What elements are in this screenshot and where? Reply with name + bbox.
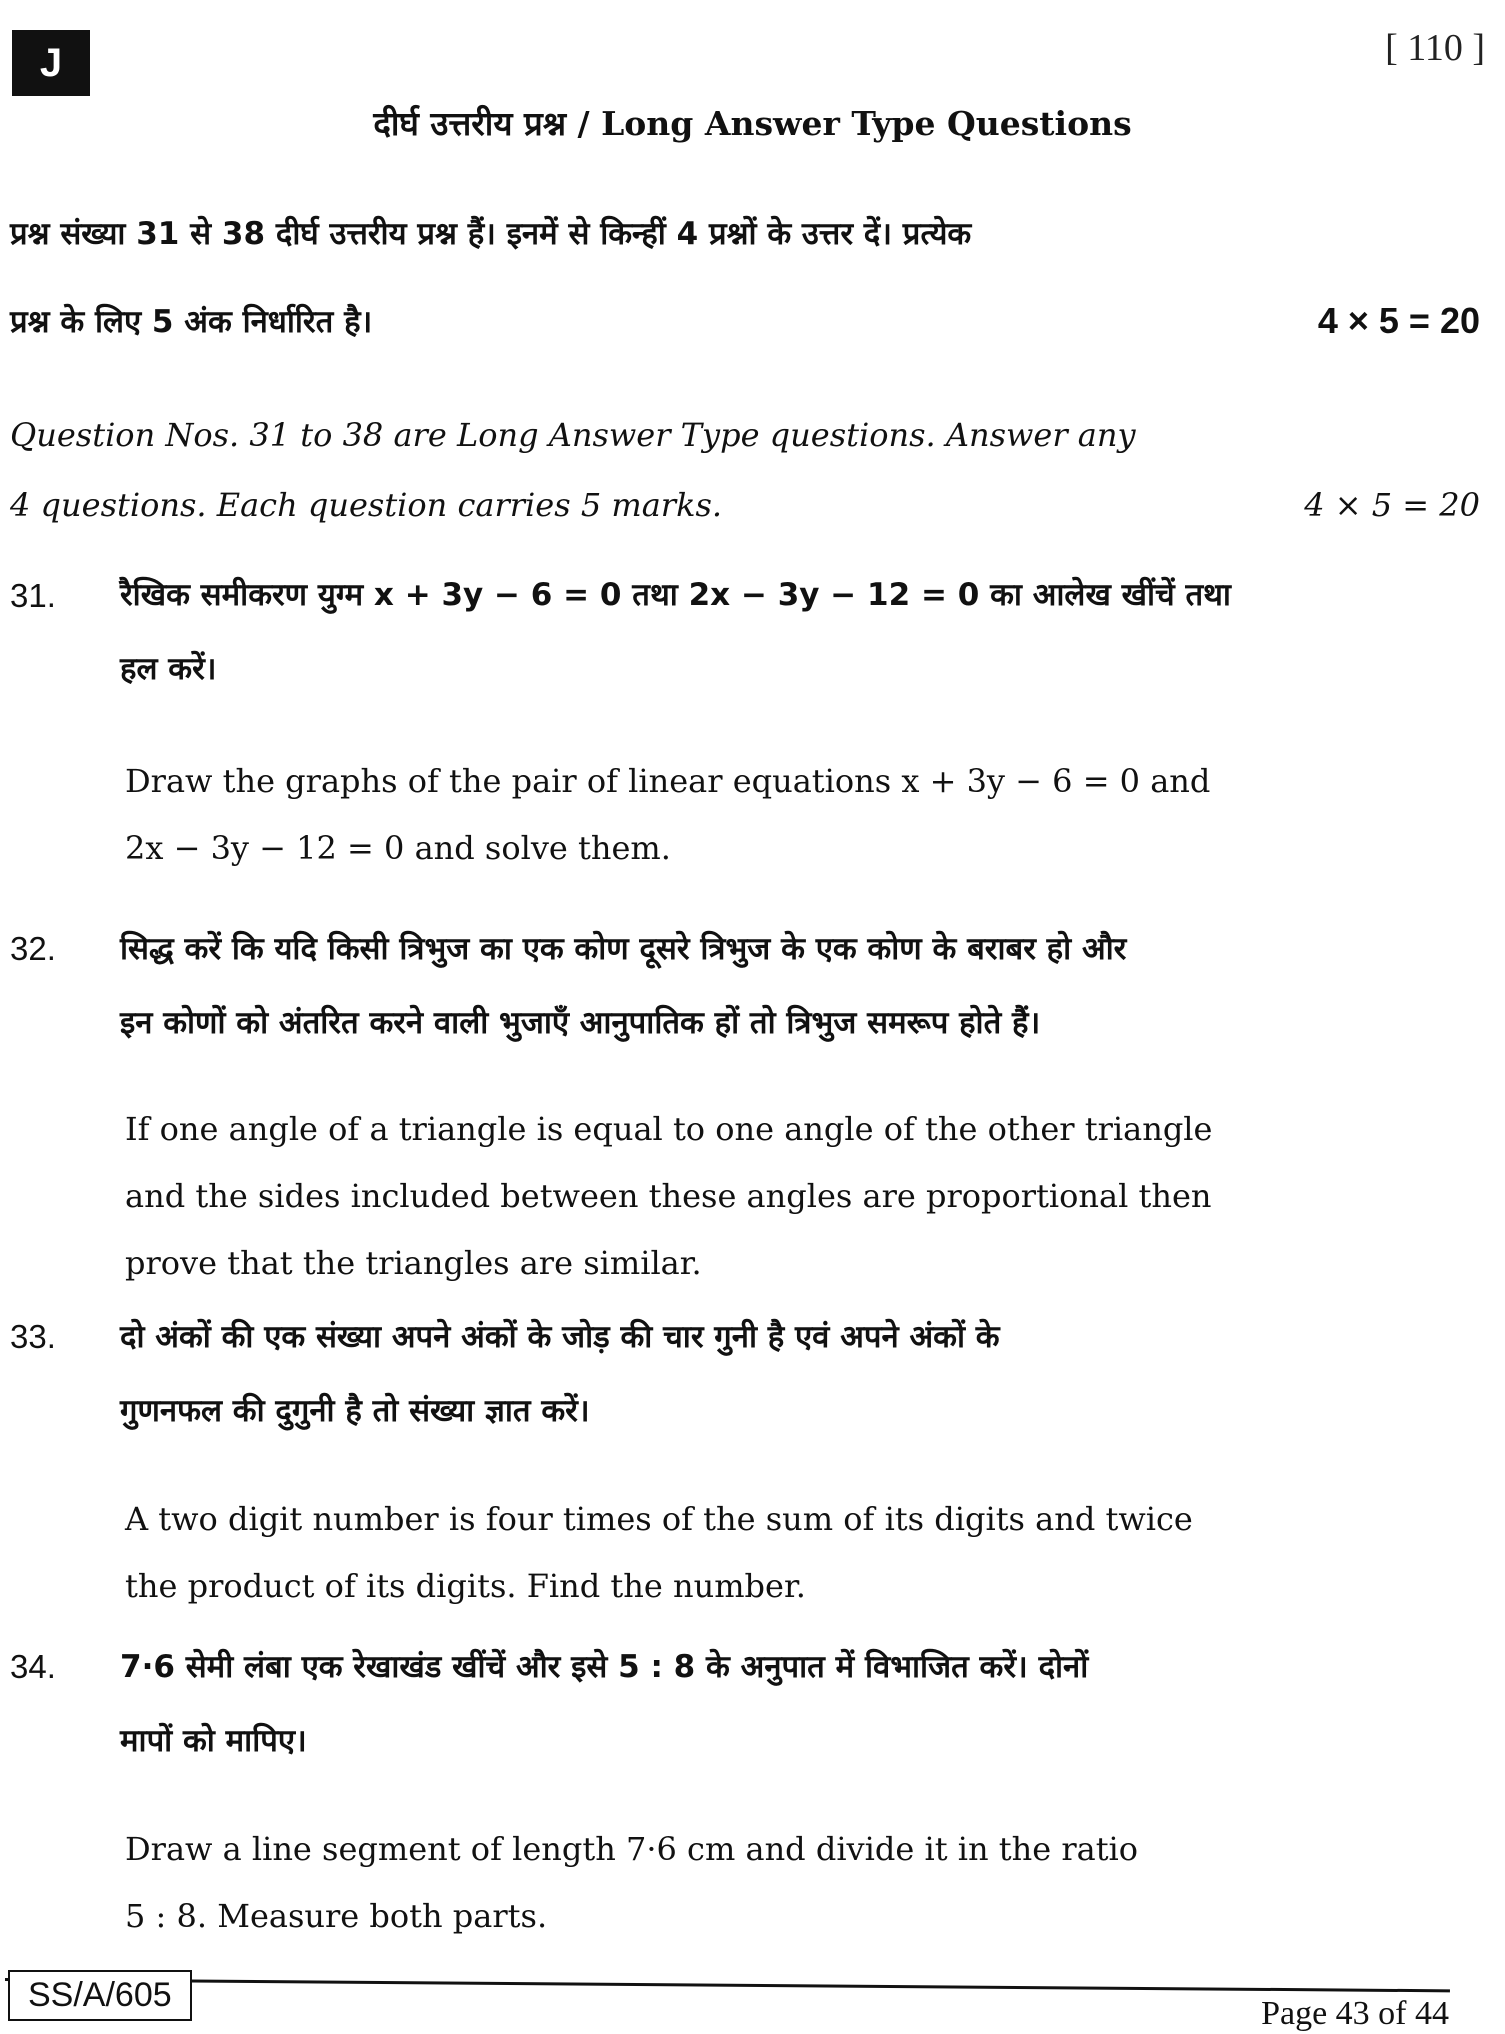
instruction-english-line-2: 4 questions. Each question carries 5 marks. xyxy=(10,486,723,524)
marks-hindi: 4 × 5 = 20 xyxy=(1317,300,1480,341)
question-31-hindi-line-1: रैखिक समीकरण युग्म x + 3y − 6 = 0 तथा 2x − 3y − 12 = 0 का आलेख खींचें तथा xyxy=(120,577,1231,613)
question-number-33: 33. xyxy=(10,1318,56,1355)
question-number-32: 32. xyxy=(10,930,56,967)
question-31-hindi-line-2: हल करें। xyxy=(120,651,217,687)
instruction-hindi-line-2: प्रश्न के लिए 5 अंक निर्धारित है। xyxy=(10,304,373,340)
set-code-badge: J xyxy=(12,30,90,96)
question-34-english-line-2: 5 : 8. Measure both parts. xyxy=(125,1897,548,1935)
question-32-english xyxy=(125,1096,1480,1297)
question-34-hindi-line-2: मापों को मापिए। xyxy=(120,1723,307,1759)
section-title-hindi: दीर्घ उत्तरीय प्रश्न xyxy=(373,104,567,143)
question-32-hindi xyxy=(120,912,1480,1060)
question-34-english-line-1: Draw a line segment of length 7·6 cm and divide it in the ratio xyxy=(125,1830,1139,1868)
section-title-separator: / xyxy=(566,104,602,143)
question-33-hindi-line-1: दो अंकों की एक संख्या अपने अंकों के जोड़ की चार गुनी है एवं अपने अंकों के xyxy=(120,1319,1000,1355)
question-paper-code: [ 110 ] xyxy=(1385,27,1485,69)
question-34-english xyxy=(125,1816,1480,1950)
question-33-english-line-1: A two digit number is four times of the sum of its digits and twice xyxy=(125,1500,1193,1538)
question-33-hindi-line-2: गुणनफल की दुगुनी है तो संख्या ज्ञात करें। xyxy=(120,1393,590,1429)
instruction-hindi-row-2 xyxy=(10,300,1480,342)
question-31-english xyxy=(125,748,1480,882)
question-31-english-line-1: Draw the graphs of the pair of linear equations x + 3y − 6 = 0 and xyxy=(125,762,1211,800)
question-34-hindi xyxy=(120,1630,1480,1778)
question-34-hindi-line-1: 7·6 सेमी लंबा एक रेखाखंड खींचें और इसे 5 : 8 के अनुपात में विभाजित करें। दोनों xyxy=(120,1649,1089,1685)
question-32-english-line-2: and the sides included between these angles are proportional then xyxy=(125,1177,1212,1215)
question-33-english xyxy=(125,1486,1480,1620)
instruction-english-row-2 xyxy=(10,486,1480,524)
footer-divider xyxy=(5,1978,1450,1992)
instruction-hindi-line-1: प्रश्न संख्या 31 से 38 दीर्घ उत्तरीय प्रश्न हैं। इनमें से किन्हीं 4 प्रश्नों के उत्तर दें। प्रत्येक xyxy=(10,216,972,252)
section-title-english: Long Answer Type Questions xyxy=(601,104,1132,143)
question-32-hindi-line-2: इन कोणों को अंतरित करने वाली भुजाएँ आनुपातिक हों तो त्रिभुज समरूप होते हैं। xyxy=(120,1005,1041,1041)
question-32-english-line-1: If one angle of a triangle is equal to one angle of the other triangle xyxy=(125,1110,1213,1148)
question-number-31: 31. xyxy=(10,577,56,614)
question-31-hindi xyxy=(120,558,1480,706)
instruction-english-line-1: Question Nos. 31 to 38 are Long Answer Type questions. Answer any xyxy=(10,416,1136,454)
question-31-english-line-2: 2x − 3y − 12 = 0 and solve them. xyxy=(125,829,671,867)
question-33-english-line-2: the product of its digits. Find the number. xyxy=(125,1567,806,1605)
marks-english: 4 × 5 = 20 xyxy=(1304,486,1480,524)
question-number-34: 34. xyxy=(10,1648,56,1685)
question-32-hindi-line-1: सिद्ध करें कि यदि किसी त्रिभुज का एक कोण दूसरे त्रिभुज के एक कोण के बराबर हो और xyxy=(120,931,1127,967)
question-33-hindi xyxy=(120,1300,1480,1448)
question-32-english-line-3: prove that the triangles are similar. xyxy=(125,1244,702,1282)
paper-code-box: SS/A/605 xyxy=(8,1970,192,2021)
page-number: Page 43 of 44 xyxy=(1261,1995,1449,2032)
section-heading xyxy=(0,100,1505,145)
